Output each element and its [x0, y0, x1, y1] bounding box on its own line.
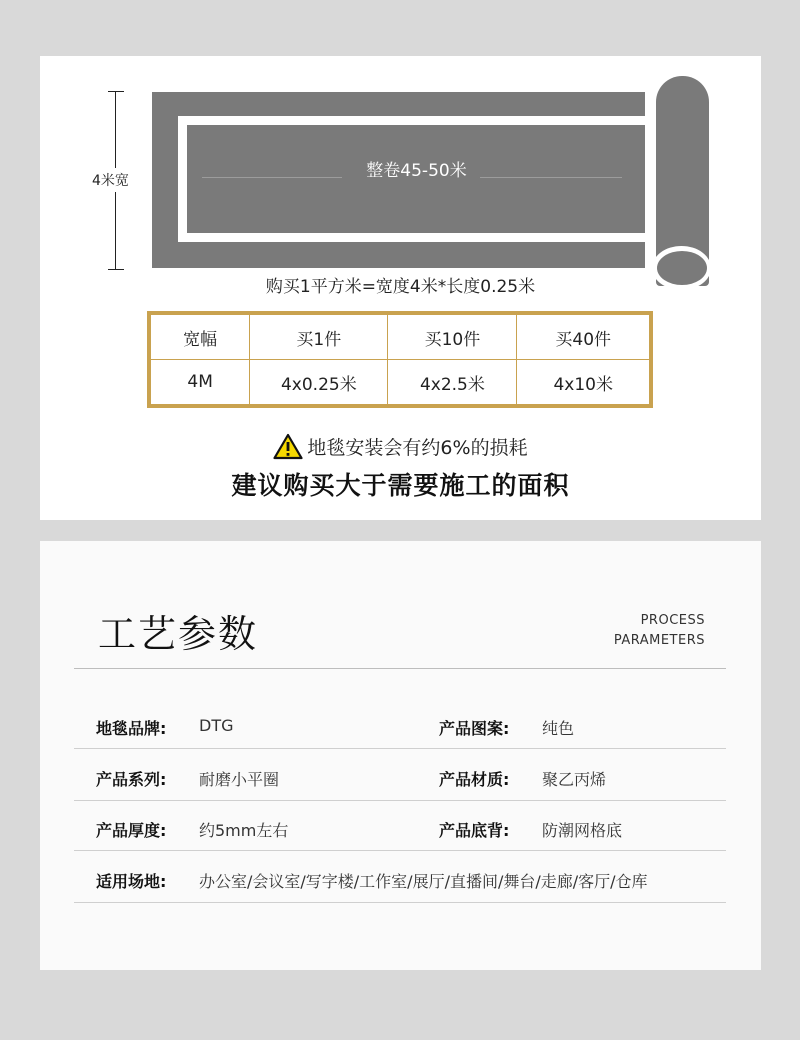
param-label: 适用场地:: [96, 872, 167, 891]
table-cell: 4M: [149, 360, 250, 407]
table-cell: 4x2.5米: [388, 360, 517, 407]
section-subtitle: [614, 611, 705, 651]
param-row: [96, 869, 736, 893]
loss-notice: [40, 433, 761, 460]
param-label: 产品材质:: [439, 770, 510, 789]
table-header-row: [149, 313, 651, 360]
section-subtitle-line: PARAMETERS: [613, 633, 705, 648]
param-label: 产品图案:: [439, 719, 510, 738]
param-value: 纯色: [542, 719, 575, 738]
price-table: [147, 311, 653, 408]
table-header-cell: 买40件: [517, 313, 651, 360]
width-dimension-bottom-tick: [108, 269, 124, 270]
param-value: 防潮网格底: [542, 821, 623, 840]
table-row: [149, 360, 651, 407]
divider: [74, 800, 726, 801]
width-label: 4米宽: [92, 168, 129, 192]
roll-length-label: 整卷45-50米: [366, 161, 467, 181]
param-label: 产品底背:: [439, 821, 510, 840]
width-dimension-top-tick: [108, 91, 124, 92]
param-value: 耐磨小平圈: [199, 770, 280, 789]
divider: [74, 748, 726, 749]
parameters-card: [40, 541, 761, 970]
param-row: [96, 716, 736, 740]
table-header-cell: 买10件: [388, 313, 517, 360]
loss-notice-text: 地毯安装会有约6%的损耗: [307, 437, 528, 459]
param-value: 聚乙丙烯: [542, 770, 607, 789]
roll-size-card: [40, 56, 761, 520]
param-label: 地毯品牌:: [96, 719, 167, 738]
param-value: 办公室/会议室/写字楼/工作室/展厅/直播间/舞台/走廊/客厅/仓库: [199, 872, 648, 891]
section-subtitle-line: PROCESS: [640, 613, 705, 628]
param-value: 约5mm左右: [199, 821, 289, 840]
divider: [74, 902, 726, 903]
table-header-cell: 买1件: [250, 313, 388, 360]
param-row: [96, 818, 736, 842]
param-label: 产品系列:: [96, 770, 167, 789]
param-label: 产品厚度:: [96, 821, 167, 840]
section-title: 工艺参数: [98, 612, 259, 656]
param-value: DTG: [199, 716, 234, 735]
purchase-advice: 建议购买大于需要施工的面积: [231, 471, 570, 500]
divider: [74, 668, 726, 669]
area-formula: 购买1平方米=宽度4米*长度0.25米: [265, 277, 536, 297]
table-cell: 4x10米: [517, 360, 651, 407]
param-row: [96, 767, 736, 791]
warning-icon: [273, 433, 303, 460]
table-cell: 4x0.25米: [250, 360, 388, 407]
table-header-cell: 宽幅: [149, 313, 250, 360]
divider: [74, 850, 726, 851]
